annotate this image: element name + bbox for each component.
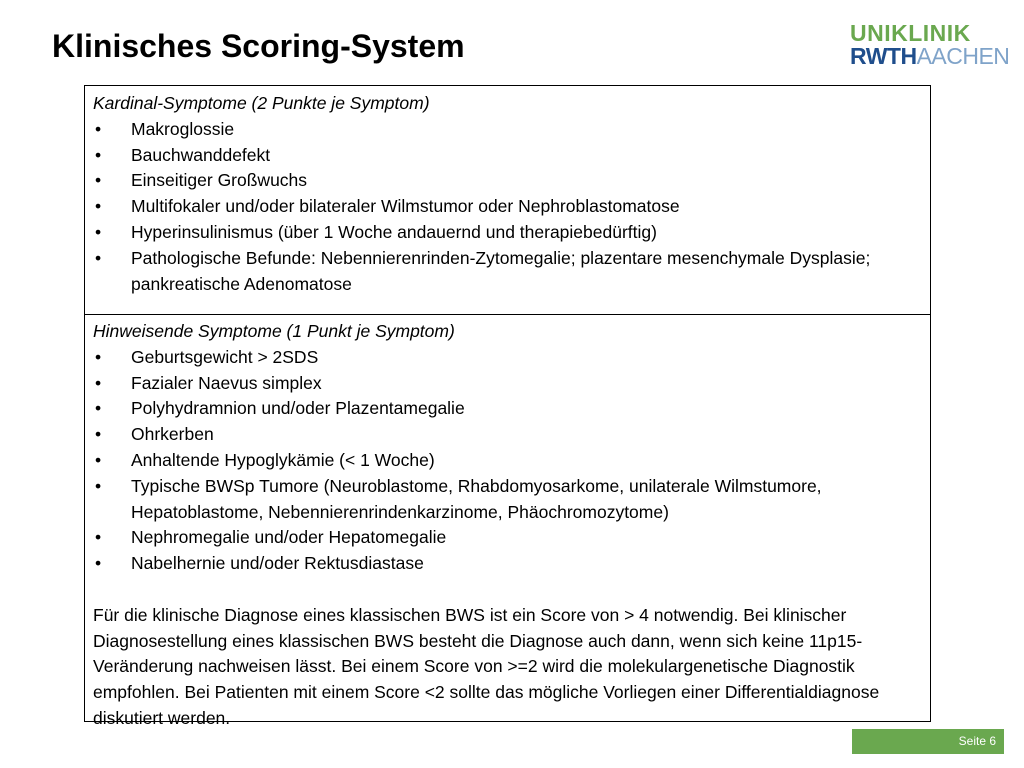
logo-rwth-aachen-text bbox=[850, 45, 1009, 68]
list-item-text: Typische BWSp Tumore (Neuroblastome, Rhabdomyosarkome, unilaterale Wilmstumore, Hepatoblastome, Nebennierenrindenkarzinome, Phäochromozytome) bbox=[131, 475, 822, 522]
logo-uniklinik-text: UNIKLINIK bbox=[850, 20, 971, 46]
bullet-icon: • bbox=[95, 196, 102, 217]
bullet-icon: • bbox=[95, 118, 102, 139]
logo-rwth: RWTH bbox=[850, 43, 917, 69]
list-item bbox=[93, 345, 921, 371]
list-item bbox=[93, 448, 921, 474]
list-item bbox=[93, 246, 921, 298]
list-item-text: Ohrkerben bbox=[131, 424, 214, 445]
list-item bbox=[93, 396, 921, 422]
list-item bbox=[93, 194, 921, 220]
list-item-text: Anhaltende Hypoglykämie (< 1 Woche) bbox=[131, 449, 435, 470]
list-item-text: Multifokaler und/oder bilateraler Wilmstumor oder Nephroblastomatose bbox=[131, 196, 680, 217]
bullet-icon: • bbox=[95, 221, 102, 242]
list-item bbox=[93, 371, 921, 397]
list-item bbox=[93, 168, 921, 194]
scoring-table bbox=[84, 85, 931, 728]
list-item bbox=[93, 220, 921, 246]
list-item bbox=[93, 143, 921, 169]
list-item-text: Hyperinsulinismus (über 1 Woche andauernd und therapiebedürftig) bbox=[131, 221, 657, 242]
suggestive-symptoms-section bbox=[85, 315, 930, 728]
bullet-icon: • bbox=[95, 449, 102, 470]
bullet-icon: • bbox=[95, 247, 102, 268]
bullet-icon: • bbox=[95, 553, 102, 574]
list-item-text: Pathologische Befunde: Nebennierenrinden-Zytomegalie; plazentare mesenchymale Dysplasie; pankreatische Adenomatose bbox=[131, 247, 871, 294]
bullet-icon: • bbox=[95, 144, 102, 165]
list-item-text: Nephromegalie und/oder Hepatomegalie bbox=[131, 527, 447, 548]
list-item-text: Geburtsgewicht > 2SDS bbox=[131, 346, 319, 367]
list-item-text: Polyhydramnion und/oder Plazentamegalie bbox=[131, 398, 465, 419]
list-item-text: Nabelhernie und/oder Rektusdiastase bbox=[131, 553, 424, 574]
bullet-icon: • bbox=[95, 424, 102, 445]
list-item-text: Bauchwanddefekt bbox=[131, 144, 271, 165]
list-item bbox=[93, 117, 921, 143]
bullet-icon: • bbox=[95, 527, 102, 548]
list-item bbox=[93, 474, 921, 526]
bullet-icon: • bbox=[95, 398, 102, 419]
bullet-icon: • bbox=[95, 372, 102, 393]
page-number-badge: Seite 6 bbox=[852, 729, 1004, 754]
suggestive-symptoms-list bbox=[93, 345, 922, 577]
bullet-icon: • bbox=[95, 346, 102, 367]
bullet-icon: • bbox=[95, 475, 102, 496]
list-item bbox=[93, 525, 921, 551]
uniklinik-rwth-aachen-logo bbox=[850, 20, 1010, 70]
list-item bbox=[93, 422, 921, 448]
list-item-text: Makroglossie bbox=[131, 118, 235, 139]
cardinal-symptoms-section bbox=[85, 86, 930, 315]
list-item-text: Einseitiger Großwuchs bbox=[131, 170, 308, 191]
logo-aachen: AACHEN bbox=[916, 43, 1010, 69]
diagnosis-note: Für die klinische Diagnose eines klassischen BWS ist ein Score von > 4 notwendig. Bei klinischer Diagnosestellung eines klassischen BWS besteht die Diagnose auch dann, wenn sich keine 11p15-Veränderung nachweisen lässt. Bei einem Score von >=2 wird die molekulargenetische Diagnostik empfohlen. Bei Patienten mit einem Score <2 sollte das mögliche Vorliegen einer Differentialdiagnose diskutiert werden. bbox=[93, 604, 880, 728]
list-item bbox=[93, 551, 921, 577]
cardinal-symptoms-list bbox=[93, 117, 922, 298]
bullet-icon: • bbox=[95, 170, 102, 191]
suggestive-symptoms-heading: Hinweisende Symptome (1 Punkt je Symptom) bbox=[93, 321, 455, 341]
list-item-text: Fazialer Naevus simplex bbox=[131, 372, 322, 393]
cardinal-symptoms-heading: Kardinal-Symptome (2 Punkte je Symptom) bbox=[93, 93, 430, 113]
slide-title: Klinisches Scoring-System bbox=[52, 28, 465, 64]
